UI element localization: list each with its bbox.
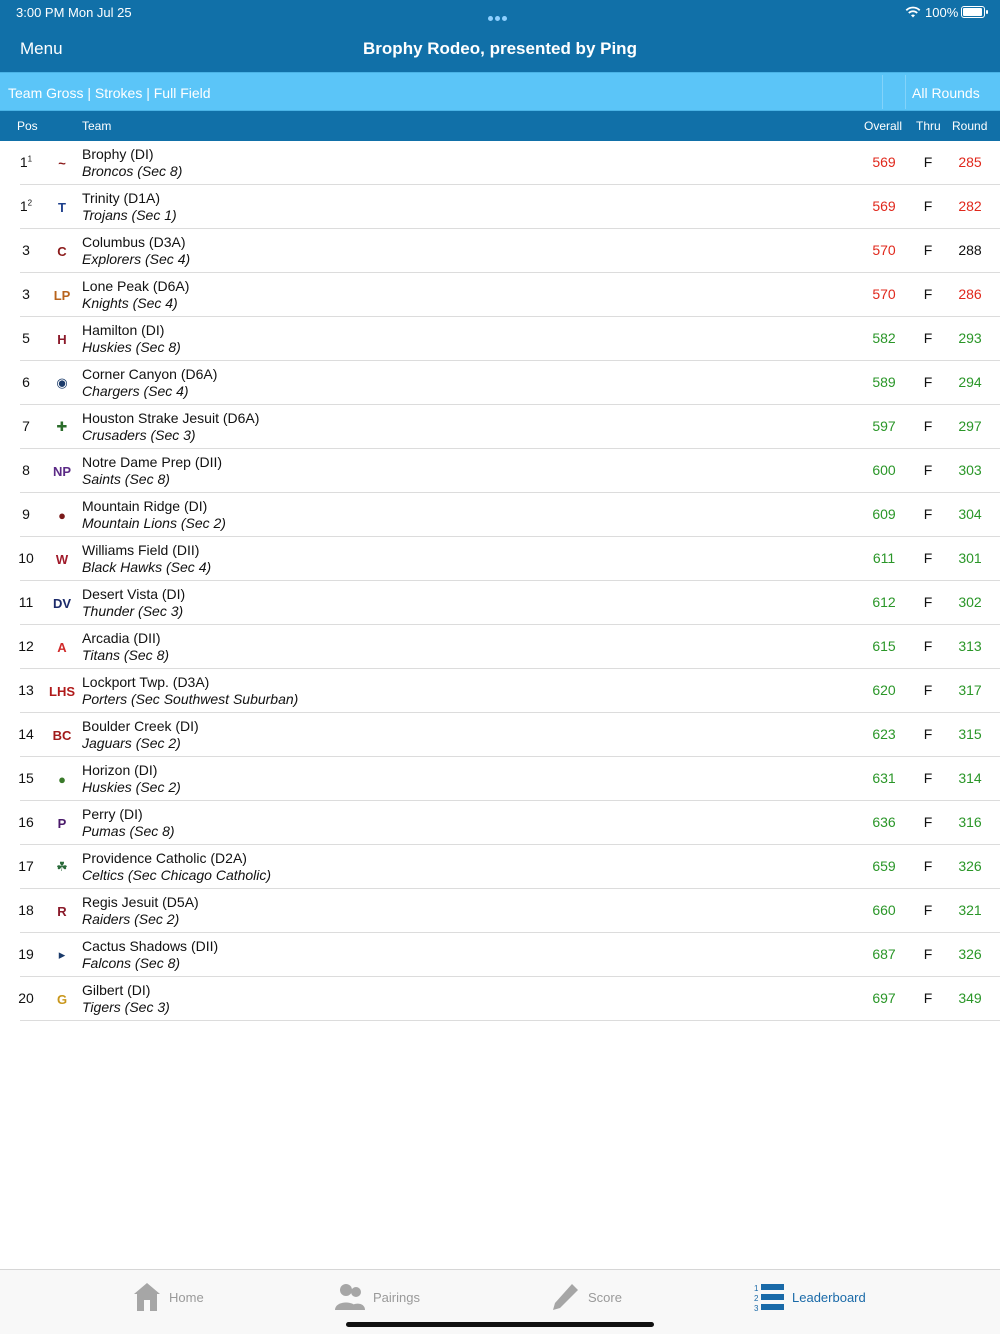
tie-indicator: 1: [27, 154, 33, 164]
falcon-logo-icon: ▸: [58, 947, 66, 962]
thru-status: F: [923, 858, 933, 874]
position: 3: [22, 242, 30, 258]
position: 5: [22, 330, 30, 346]
mascot-name: Tigers (Sec 3): [82, 999, 170, 1015]
home-icon: [133, 1282, 161, 1312]
round-score: 286: [958, 286, 982, 302]
filter-bar: [0, 72, 1000, 111]
position: 9: [22, 506, 30, 522]
overall-score: 623: [872, 726, 896, 742]
round-score: 297: [958, 418, 982, 434]
team-info: [82, 894, 199, 928]
round-score: 294: [958, 374, 982, 390]
team-info: [82, 762, 181, 796]
table-row[interactable]: [0, 801, 1000, 845]
team-info: [82, 498, 226, 532]
overall-score: 636: [872, 814, 896, 830]
tab-home[interactable]: [133, 1280, 204, 1314]
position: 17: [18, 858, 34, 874]
round-score: 304: [958, 506, 982, 522]
team-info: [82, 850, 271, 884]
thru-status: F: [923, 330, 933, 346]
pairings-icon: [335, 1282, 365, 1312]
school-name: Lone Peak (D6A): [82, 278, 190, 294]
tiger-logo-icon: G: [56, 991, 68, 1007]
svg-text:2: 2: [754, 1294, 759, 1303]
table-row[interactable]: [0, 185, 1000, 229]
school-name: Hamilton (DI): [82, 322, 165, 338]
round-score: 326: [958, 946, 982, 962]
black-hawk-logo-icon: W: [55, 551, 69, 567]
thru-status: F: [923, 506, 933, 522]
team-info: [82, 234, 190, 268]
table-row[interactable]: [0, 713, 1000, 757]
explorer-logo-icon: C: [57, 243, 67, 259]
column-round: Round: [952, 119, 988, 133]
navigation-bar: [0, 24, 1000, 72]
tab-label: Pairings: [373, 1289, 420, 1305]
titan-logo-icon: A: [57, 639, 67, 655]
tab-label: Score: [588, 1289, 622, 1305]
position: 14: [18, 726, 34, 742]
mascot-name: Huskies (Sec 8): [82, 339, 181, 355]
position: 11: [18, 594, 34, 610]
overall-score: 569: [872, 198, 896, 214]
team-info: [82, 190, 177, 224]
mascot-name: Saints (Sec 8): [82, 471, 170, 487]
charger-logo-icon: ◉: [56, 375, 68, 390]
round-score: 326: [958, 858, 982, 874]
mascot-name: Porters (Sec Southwest Suburban): [82, 691, 299, 707]
table-row[interactable]: [0, 889, 1000, 933]
table-row[interactable]: [0, 405, 1000, 449]
tab-score[interactable]: [550, 1280, 622, 1314]
school-name: Columbus (D3A): [82, 234, 186, 250]
thru-status: F: [923, 154, 933, 170]
school-name: Trinity (D1A): [82, 190, 161, 206]
mascot-name: Jaguars (Sec 2): [82, 735, 181, 751]
thru-status: F: [923, 682, 933, 698]
thru-status: F: [923, 418, 933, 434]
round-score: 315: [958, 726, 982, 742]
svg-text:3: 3: [754, 1304, 759, 1312]
round-score: 293: [958, 330, 982, 346]
table-row[interactable]: [0, 317, 1000, 361]
tab-pairings[interactable]: [335, 1280, 420, 1314]
table-row[interactable]: [0, 141, 1000, 185]
round-score: 303: [958, 462, 982, 478]
team-info: [82, 630, 169, 664]
column-team: Team: [82, 119, 112, 133]
table-row[interactable]: [0, 493, 1000, 537]
trojan-logo-icon: T: [58, 199, 66, 215]
overall-score: 660: [872, 902, 896, 918]
mascot-name: Crusaders (Sec 3): [82, 427, 196, 443]
position: 16: [18, 814, 34, 830]
divider: [905, 75, 906, 109]
school-name: Gilbert (DI): [82, 982, 151, 998]
raider-logo-icon: R: [57, 903, 67, 919]
husky-logo-icon: H: [57, 331, 67, 347]
mascot-name: Explorers (Sec 4): [82, 251, 191, 267]
status-bar: [0, 0, 1000, 24]
position: 18: [18, 902, 34, 918]
position: $1^1$: [19, 154, 33, 170]
table-row[interactable]: [0, 757, 1000, 801]
team-info: [82, 586, 185, 620]
position: 20: [18, 990, 34, 1006]
school-name: Mountain Ridge (DI): [82, 498, 208, 514]
position: 13: [18, 682, 34, 698]
thru-status: F: [923, 286, 933, 302]
position: $1^2$: [19, 198, 33, 214]
table-row[interactable]: [0, 977, 1000, 1021]
table-row[interactable]: [0, 229, 1000, 273]
overall-score: 589: [872, 374, 896, 390]
thru-status: F: [923, 374, 933, 390]
battery-icon: [961, 6, 985, 18]
mascot-name: Mountain Lions (Sec 2): [82, 515, 226, 531]
school-name: Lockport Twp. (D3A): [82, 674, 210, 690]
round-score: 285: [958, 154, 982, 170]
overall-score: 609: [872, 506, 896, 522]
round-score: 314: [958, 770, 982, 786]
position: 3: [22, 286, 30, 302]
table-row[interactable]: [0, 581, 1000, 625]
overall-score: 612: [872, 594, 896, 610]
scoring-filter-selector[interactable]: Team Gross | Strokes | Full Field: [8, 85, 211, 101]
school-name: Corner Canyon (D6A): [82, 366, 218, 382]
school-name: Providence Catholic (D2A): [82, 850, 247, 866]
thru-status: F: [923, 814, 933, 830]
round-score: 349: [958, 990, 982, 1006]
school-name: Horizon (DI): [82, 762, 158, 778]
table-row[interactable]: [0, 537, 1000, 581]
team-info: [82, 410, 259, 444]
overall-score: 697: [872, 990, 896, 1006]
mascot-name: Huskies (Sec 2): [82, 779, 181, 795]
thru-status: F: [923, 198, 933, 214]
table-row[interactable]: [0, 361, 1000, 405]
table-row[interactable]: [0, 449, 1000, 493]
celtic-logo-icon: ☘: [56, 859, 68, 874]
thru-status: F: [923, 770, 933, 786]
status-time: 3:00 PM Mon Jul 25: [16, 5, 132, 20]
thru-status: F: [923, 638, 933, 654]
overall-score: 615: [872, 638, 896, 654]
team-info: [82, 718, 199, 752]
position: 7: [22, 418, 30, 434]
menu-button[interactable]: Menu: [20, 39, 63, 58]
mascot-name: Thunder (Sec 3): [82, 603, 184, 619]
overall-score: 600: [872, 462, 896, 478]
thru-status: F: [923, 242, 933, 258]
school-name: Houston Strake Jesuit (D6A): [82, 410, 260, 426]
svg-text:1: 1: [754, 1284, 759, 1293]
column-overall: Overall: [864, 119, 903, 133]
mascot-name: Black Hawks (Sec 4): [82, 559, 212, 575]
overall-score: 611: [872, 550, 896, 566]
school-name: Cactus Shadows (DII): [82, 938, 219, 954]
knight-logo-icon: LP: [53, 287, 71, 303]
position: 12: [18, 638, 34, 654]
overall-score: 582: [872, 330, 896, 346]
multitasking-dots-icon[interactable]: [488, 9, 512, 15]
wifi-icon: [905, 5, 921, 19]
column-thru: Thru: [916, 119, 941, 133]
round-score: 282: [958, 198, 982, 214]
tab-label: Home: [169, 1289, 204, 1305]
mascot-name: Chargers (Sec 4): [82, 383, 189, 399]
tab-leaderboard[interactable]: [754, 1280, 866, 1314]
leaderboard-icon: [754, 1282, 784, 1312]
pencil-icon: [550, 1282, 580, 1312]
thru-status: F: [923, 594, 933, 610]
round-score: 321: [958, 902, 982, 918]
mascot-name: Falcons (Sec 8): [82, 955, 181, 971]
mascot-name: Broncos (Sec 8): [82, 163, 183, 179]
column-header: [0, 111, 1000, 141]
porter-logo-icon: LHS: [49, 683, 75, 699]
school-name: Boulder Creek (DI): [82, 718, 199, 734]
overall-score: 631: [872, 770, 896, 786]
overall-score: 620: [872, 682, 896, 698]
puma-logo-icon: P: [57, 815, 67, 831]
team-info: [82, 366, 217, 400]
mascot-name: Titans (Sec 8): [82, 647, 170, 663]
thru-status: F: [923, 726, 933, 742]
mascot-name: Pumas (Sec 8): [82, 823, 175, 839]
divider: [882, 75, 883, 109]
team-info: [82, 322, 181, 356]
team-info: [82, 542, 211, 576]
overall-score: 570: [872, 286, 896, 302]
school-name: Regis Jesuit (D5A): [82, 894, 199, 910]
saint-logo-icon: NP: [52, 463, 72, 479]
position: 15: [18, 770, 34, 786]
position: 10: [18, 550, 34, 566]
round-score: 313: [958, 638, 982, 654]
horizon-husky-logo-icon: ●: [58, 771, 66, 787]
overall-score: 570: [872, 242, 896, 258]
overall-score: 597: [872, 418, 896, 434]
thru-status: F: [923, 462, 933, 478]
round-score: 316: [958, 814, 982, 830]
column-pos: Pos: [17, 119, 38, 133]
team-info: [82, 674, 298, 708]
mascot-name: Raiders (Sec 2): [82, 911, 180, 927]
team-info: [82, 982, 170, 1016]
position: 6: [22, 374, 30, 390]
table-row[interactable]: [0, 273, 1000, 317]
bronco-logo-icon: ~: [58, 155, 66, 171]
team-info: [82, 806, 175, 840]
overall-score: 687: [872, 946, 896, 962]
thru-status: F: [923, 990, 933, 1006]
team-info: [82, 454, 222, 488]
team-info: [82, 938, 218, 972]
home-indicator: [346, 1322, 654, 1327]
round-score: 288: [958, 242, 982, 258]
overall-score: 659: [872, 858, 896, 874]
thru-status: F: [923, 946, 933, 962]
round-score: 301: [958, 550, 982, 566]
team-info: [82, 278, 189, 312]
table-row[interactable]: [0, 845, 1000, 889]
table-row[interactable]: [0, 625, 1000, 669]
school-name: Williams Field (DII): [82, 542, 200, 558]
school-name: Notre Dame Prep (DII): [82, 454, 223, 470]
rounds-filter-selector[interactable]: All Rounds: [912, 85, 980, 101]
jaguar-logo-icon: BC: [52, 727, 72, 743]
thru-status: F: [923, 902, 933, 918]
position: 19: [18, 946, 34, 962]
position: 8: [22, 462, 30, 478]
tie-indicator: 2: [27, 198, 33, 208]
round-score: 317: [958, 682, 982, 698]
school-name: Desert Vista (DI): [82, 586, 186, 602]
battery-percent: 100%: [925, 5, 959, 20]
mascot-name: Trojans (Sec 1): [82, 207, 177, 223]
table-row[interactable]: [0, 669, 1000, 713]
table-row[interactable]: [0, 933, 1000, 977]
leaderboard-table: [0, 141, 1000, 1021]
team-info: [82, 146, 182, 180]
overall-score: 569: [872, 154, 896, 170]
mascot-name: Celtics (Sec Chicago Catholic): [82, 867, 272, 883]
mountain-lion-logo-icon: ●: [58, 507, 66, 523]
round-score: 302: [958, 594, 982, 610]
crusader-logo-icon: ✚: [56, 419, 68, 434]
school-name: Brophy (DI): [82, 146, 154, 162]
school-name: Arcadia (DII): [82, 630, 161, 646]
tab-label: Leaderboard: [792, 1289, 866, 1305]
thunder-logo-icon: DV: [52, 595, 72, 611]
page-title: Brophy Rodeo, presented by Ping: [363, 39, 637, 58]
mascot-name: Knights (Sec 4): [82, 295, 178, 311]
thru-status: F: [923, 550, 933, 566]
school-name: Perry (DI): [82, 806, 143, 822]
